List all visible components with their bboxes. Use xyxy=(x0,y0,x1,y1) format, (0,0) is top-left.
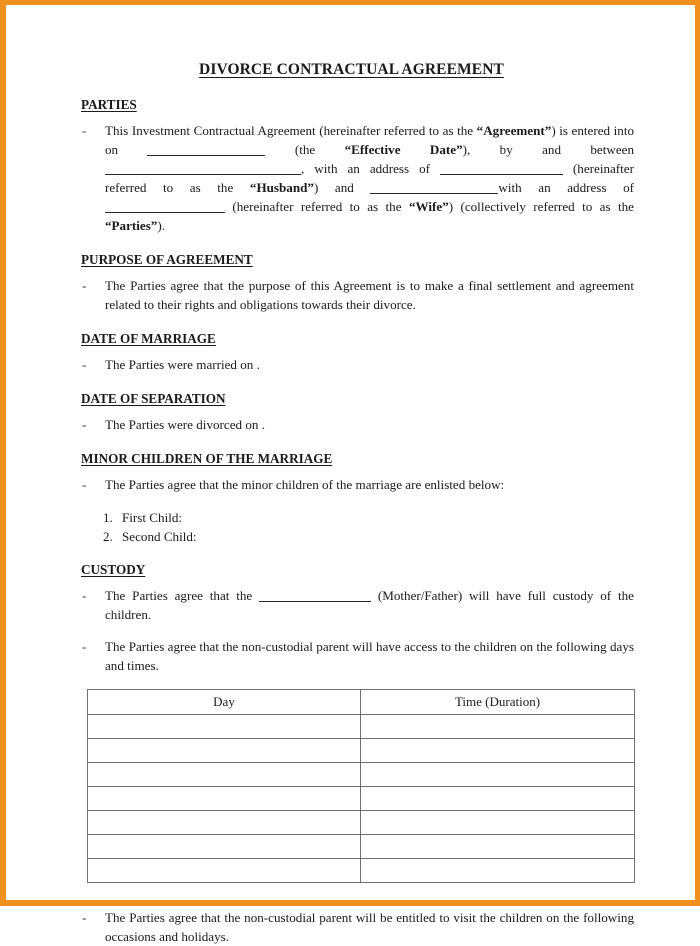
section-heading-date-of-separation: DATE OF SEPARATION xyxy=(81,391,226,406)
custody-clause-3 xyxy=(81,908,634,946)
table-row[interactable] xyxy=(88,787,635,811)
bullet-marker: - xyxy=(82,357,87,372)
parties-text-7: ) and xyxy=(313,180,371,195)
minor-children-clause xyxy=(81,475,634,494)
bullet-marker: - xyxy=(82,278,87,293)
children-list xyxy=(81,508,634,545)
page-title: DIVORCE CONTRACTUAL AGREEMENT xyxy=(199,61,504,78)
parties-text-8: with an address of xyxy=(498,180,634,195)
wife-address-blank[interactable] xyxy=(105,199,225,213)
custodial-parent-blank[interactable] xyxy=(259,588,371,602)
section-minor-children xyxy=(81,450,634,475)
document-sheet xyxy=(6,5,695,944)
cell-time[interactable] xyxy=(361,763,635,787)
cell-time[interactable] xyxy=(361,739,635,763)
purpose-clause-text: The Parties agree that the purpose of this Agreement is to make a final settlement and agreement related to their rights and obligations towards their divorce. xyxy=(105,278,634,312)
section-heading-custody: CUSTODY xyxy=(81,562,146,577)
table-row[interactable] xyxy=(88,763,635,787)
section-heading-minor-children: MINOR CHILDREN OF THE MARRIAGE xyxy=(81,451,333,466)
list-item xyxy=(81,527,634,546)
custody-clause-2-text: The Parties agree that the non-custodial parent will have access to the children on the following days and times. xyxy=(105,639,634,673)
cell-time[interactable] xyxy=(361,811,635,835)
husband-name-blank[interactable] xyxy=(105,161,301,175)
bullet-marker: - xyxy=(82,588,87,603)
child-number: 2. xyxy=(103,528,113,544)
cell-day[interactable] xyxy=(88,787,361,811)
cell-day[interactable] xyxy=(88,739,361,763)
husband-address-blank[interactable] xyxy=(440,161,563,175)
access-schedule-table xyxy=(87,689,635,883)
parties-clause-text xyxy=(105,121,634,235)
parties-text-3: (the xyxy=(265,142,345,157)
marriage-date-suffix: . xyxy=(256,357,260,372)
parties-text-5: , with an address of xyxy=(301,161,440,176)
bullet-marker: - xyxy=(82,639,87,654)
child-label: Second Child: xyxy=(122,528,197,544)
section-parties xyxy=(81,96,634,121)
marriage-date-clause-text xyxy=(105,355,634,374)
column-header-time: Time (Duration) xyxy=(361,690,635,715)
parties-text-2: ) is entered into on xyxy=(105,123,634,157)
table-row[interactable] xyxy=(88,811,635,835)
bullet-marker: - xyxy=(82,417,87,432)
term-parties: “Parties” xyxy=(105,218,158,233)
cell-day[interactable] xyxy=(88,811,361,835)
separation-date-clause xyxy=(81,415,634,434)
table-row[interactable] xyxy=(88,715,635,739)
table-header-row xyxy=(88,690,635,715)
bullet-marker: - xyxy=(82,477,87,492)
child-label: First Child: xyxy=(122,510,183,525)
cell-day[interactable] xyxy=(88,763,361,787)
section-heading-parties: PARTIES xyxy=(81,97,137,112)
marriage-date-clause xyxy=(81,355,634,374)
column-header-day: Day xyxy=(88,690,361,715)
parties-text-11: ). xyxy=(157,218,165,233)
cell-time[interactable] xyxy=(361,859,635,883)
table-row[interactable] xyxy=(88,835,635,859)
cell-time[interactable] xyxy=(361,715,635,739)
custody-clause-3-text: The Parties agree that the non-custodial parent will be entitled to visit the children on the following occasions and holidays. xyxy=(105,910,634,944)
cell-time[interactable] xyxy=(361,835,635,859)
parties-text-10: ) (collectively referred to as the xyxy=(448,199,634,214)
term-agreement: “Agreement” xyxy=(476,123,552,138)
bullet-marker: - xyxy=(82,123,87,138)
section-heading-purpose: PURPOSE OF AGREEMENT xyxy=(81,252,253,267)
separation-date-suffix: . xyxy=(261,417,265,432)
separation-date-prefix: The Parties were divorced on xyxy=(105,417,262,432)
term-effective-date: “Effective Date” xyxy=(344,142,463,157)
section-heading-date-of-marriage: DATE OF MARRIAGE xyxy=(81,331,216,346)
custody-clause-1 xyxy=(81,586,634,624)
table-row[interactable] xyxy=(88,739,635,763)
effective-date-blank[interactable] xyxy=(147,142,265,156)
table-body xyxy=(88,715,635,883)
section-purpose xyxy=(81,251,634,276)
child-number: 1. xyxy=(103,510,113,525)
access-schedule-table-wrap xyxy=(87,689,634,883)
cell-day[interactable] xyxy=(88,715,361,739)
section-custody xyxy=(81,561,634,586)
wife-name-blank[interactable] xyxy=(370,180,498,194)
clause-spacer xyxy=(81,628,634,637)
separation-date-clause-text xyxy=(105,415,634,434)
list-item xyxy=(81,508,634,527)
purpose-clause xyxy=(81,276,634,314)
bullet-marker: - xyxy=(82,910,87,925)
parties-text-9: (hereinafter referred to as the xyxy=(225,199,409,214)
section-date-of-marriage xyxy=(81,330,634,355)
marriage-date-prefix: The Parties were married on xyxy=(105,357,257,372)
section-date-of-separation xyxy=(81,390,634,415)
cell-day[interactable] xyxy=(88,859,361,883)
term-husband: “Husband” xyxy=(249,180,314,195)
custody-clause-1-text xyxy=(105,586,634,624)
parties-text-4: ), by and between xyxy=(462,142,634,157)
table-row[interactable] xyxy=(88,859,635,883)
custody-clause-2 xyxy=(81,637,634,675)
minor-children-clause-text: The Parties agree that the minor children of the marriage are enlisted below: xyxy=(105,477,505,492)
term-wife: “Wife” xyxy=(408,199,449,214)
cell-time[interactable] xyxy=(361,787,635,811)
custody-prefix: The Parties agree that the xyxy=(105,588,260,603)
custody-suffix: (Mother/Father) will have full custody of the children. xyxy=(105,588,634,622)
cell-day[interactable] xyxy=(88,835,361,859)
parties-text-1: This Investment Contractual Agreement (hereinafter referred to as the xyxy=(105,123,477,138)
parties-clause xyxy=(81,121,634,235)
parties-text-6: (hereinafter referred to as the xyxy=(105,161,634,195)
